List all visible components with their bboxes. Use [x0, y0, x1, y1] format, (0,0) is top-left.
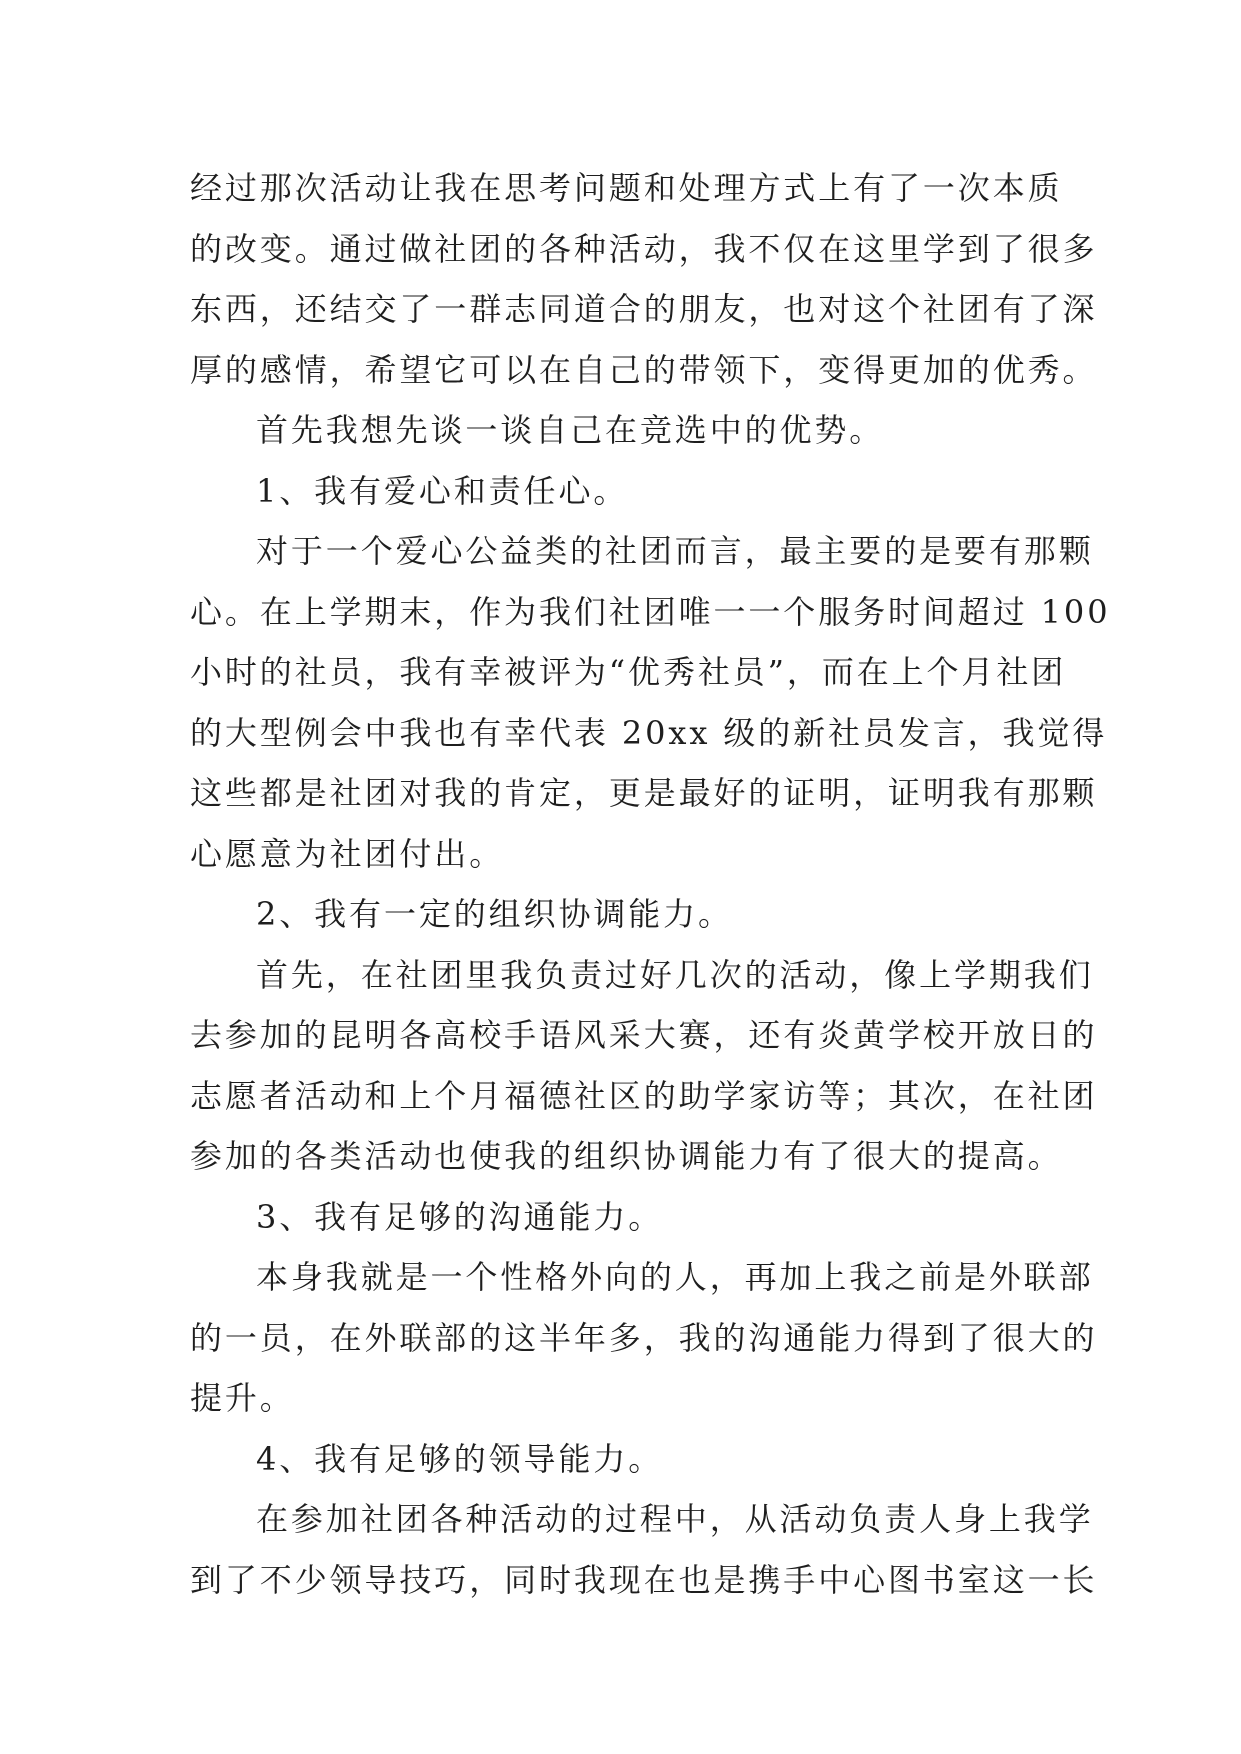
list-heading: 3、我有足够的沟通能力。 — [256, 1197, 664, 1236]
text-line: 的一员，在外联部的这半年多，我的沟通能力得到了很大的 — [190, 1318, 1098, 1357]
text-line: 心愿意为社团付出。 — [190, 834, 505, 873]
list-heading: 1、我有爱心和责任心。 — [256, 471, 629, 510]
text-line: 小时的社员，我有幸被评为“优秀社员”，而在上个月社团 — [190, 653, 1067, 691]
text-line: 厚的感情，希望它可以在自己的带领下，变得更加的优秀。 — [190, 350, 1098, 389]
text-line: 的改变。通过做社团的各种活动，我不仅在这里学到了很多 — [190, 229, 1098, 268]
paragraph-start: 首先，在社团里我负责过好几次的活动，像上学期我们 — [256, 955, 1094, 994]
text-line: 的大型例会中我也有幸代表 20xx 级的新社员发言，我觉得 — [190, 713, 1108, 752]
text-line: 志愿者活动和上个月福德社区的助学家访等；其次，在社团 — [190, 1076, 1098, 1115]
list-heading: 2、我有一定的组织协调能力。 — [256, 895, 733, 933]
paragraph-start: 对于一个爱心公益类的社团而言，最主要的是要有那颗 — [256, 532, 1094, 570]
text-line: 经过那次活动让我在思考问题和处理方式上有了一次本质 — [190, 169, 1063, 207]
document-body — [190, 158, 1111, 1610]
text-line: 提升。 — [190, 1379, 295, 1417]
text-line: 心。在上学期末，作为我们社团唯一一个服务时间超过 100 — [190, 592, 1111, 631]
paragraph-start: 首先我想先谈一谈自己在竞选中的优势。 — [256, 411, 885, 449]
paragraph-start: 本身我就是一个性格外向的人，再加上我之前是外联部 — [256, 1258, 1094, 1296]
text-line: 东西，还结交了一群志同道合的朋友，也对这个社团有了深 — [190, 290, 1098, 328]
text-line: 去参加的昆明各高校手语风采大赛，还有炎黄学校开放日的 — [190, 1016, 1098, 1054]
paragraph-start: 在参加社团各种活动的过程中，从活动负责人身上我学 — [256, 1500, 1094, 1538]
text-line: 到了不少领导技巧，同时我现在也是携手中心图书室这一长 — [190, 1560, 1098, 1599]
text-line: 这些都是社团对我的肯定，更是最好的证明，证明我有那颗 — [190, 774, 1098, 812]
list-heading: 4、我有足够的领导能力。 — [256, 1439, 664, 1478]
text-line: 参加的各类活动也使我的组织协调能力有了很大的提高。 — [190, 1137, 1063, 1175]
